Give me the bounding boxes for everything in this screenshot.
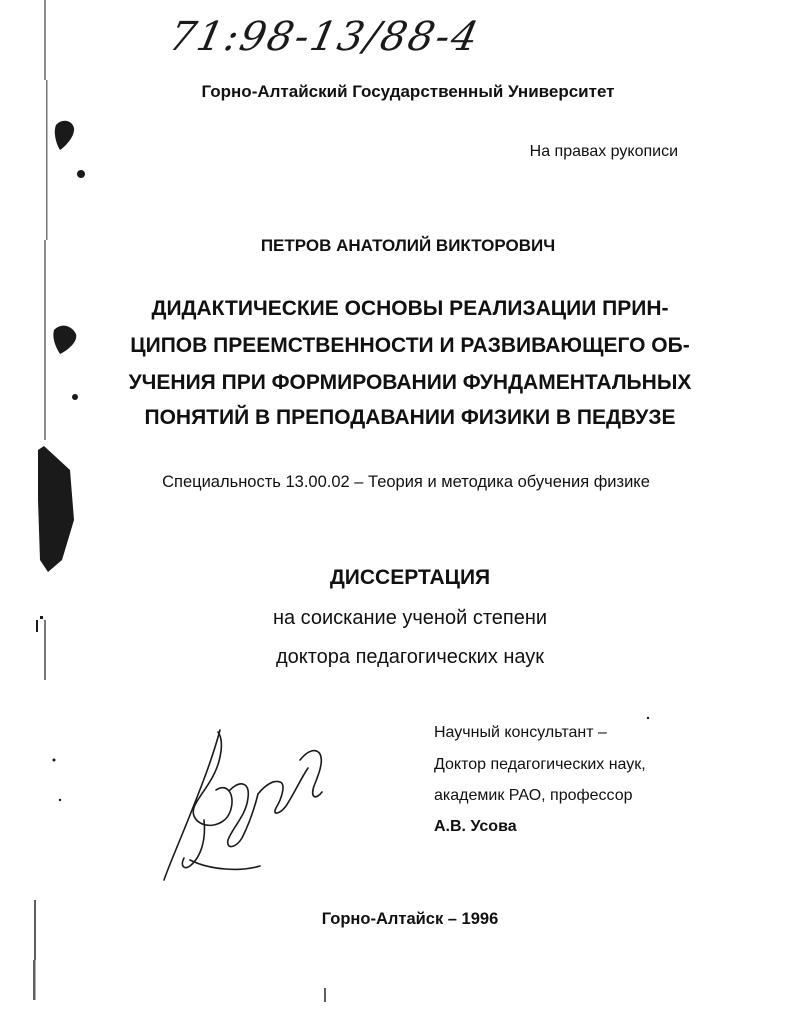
archive-number-handwritten: 71:98-13/88-4 bbox=[165, 14, 484, 60]
scan-edge-artifacts bbox=[0, 0, 90, 1023]
consultant-line-2: Доктор педагогических наук, bbox=[434, 756, 646, 773]
degree-line-2: доктора педагогических наук bbox=[275, 646, 545, 668]
consultant-line-1: Научный консультант – bbox=[434, 724, 607, 741]
specialty-line: Специальность 13.00.02 – Теория и методика обучения физике bbox=[162, 473, 650, 491]
title-line-1: ДИДАКТИЧЕСКИЕ ОСНОВЫ РЕАЛИЗАЦИИ ПРИН- bbox=[151, 297, 669, 320]
author-name: ПЕТРОВ АНАТОЛИЙ ВИКТОРОВИЧ bbox=[260, 236, 556, 255]
manuscript-rights-note: На правах рукописи bbox=[529, 143, 678, 160]
title-line-2: ЦИПОВ ПРЕЕМСТВЕННОСТИ И РАЗВИВАЮЩЕГО ОБ- bbox=[130, 334, 690, 357]
consultant-name: А.В. Усова bbox=[434, 818, 517, 835]
consultant-line-3: академик РАО, профессор bbox=[434, 787, 633, 804]
scan-speck-bottom bbox=[300, 980, 360, 1020]
signature-handwritten bbox=[150, 720, 350, 890]
scan-speck-right bbox=[640, 700, 680, 740]
university-name: Горно-Алтайский Государственный Университет bbox=[201, 82, 615, 101]
place-and-year: Горно-Алтайск – 1996 bbox=[321, 910, 499, 928]
document-type: ДИССЕРТАЦИЯ bbox=[329, 566, 491, 589]
title-line-3: УЧЕНИЯ ПРИ ФОРМИРОВАНИИ ФУНДАМЕНТАЛЬНЫХ bbox=[128, 371, 692, 394]
title-line-4: ПОНЯТИЙ В ПРЕПОДАВАНИИ ФИЗИКИ В ПЕДВУЗЕ bbox=[144, 406, 676, 429]
degree-line-1: на соискание ученой степени bbox=[272, 607, 548, 629]
